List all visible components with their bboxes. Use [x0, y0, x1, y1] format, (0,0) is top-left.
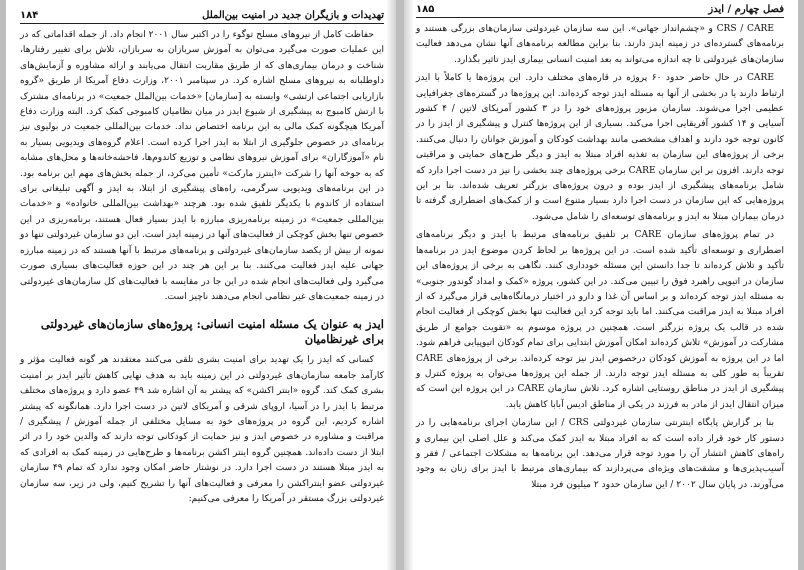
- right-page: [404, 0, 798, 570]
- body-paragraph: CARE در حال حاضر حدود ۶۰ پروژه در قاره‌های مختلف دارد. این پروژه‌ها یا کاملاً با ایدز ارتباط دارند یا در بخشی از آنها به مسئله ایدز توجه کرده‌اند. این پروژه‌ها در گستره‌های جغرافیایی عظیمی اجرا می‌شوند. سازمان مزبور پروژه‌های خود را در ۳ کشور آمریکای لاتین / ۴ کشور آسیایی و ۱۴ کشور آفریقایی اجرا می‌کند. بسیاری از این پروژه‌ها کنترل و پیشگیری از ایدز را در کانون توجه خود دارند و اهداف مشخصی مانند بهداشت کودکان و آموزش جوانان را دنبال می‌کنند. برخی از پروژه‌های این سازمان به تغذیه افراد مبتلا به ایدز و دیگر طرح‌های حمایتی و مراقبتی توجه دارند. افزون بر این سازمان CARE برخی پروژه‌های چند بخشی را نیز در دست اجرا دارد که شامل برنامه‌های پیشگیری از ایدز بوده و درون پروژه‌های بزرگتر تعریف شده‌اند. بنا بر این پروژه‌هایی که این سازمان در دست اجرا دارد بسیار متنوع است و از کمک‌های اضطراری گرفته تا درمان بیماران مبتلا به ایدز و برنامه‌های توسعه‌ای را شامل می‌شود.: [416, 73, 784, 222]
- body-paragraph: در تمام پروژه‌های سازمان CARE بر تلفیق برنامه‌های مرتبط با ایدز و دیگر برنامه‌های اضطراری و توسعه‌ای تأکید شده است. در این پروژه‌ها بر لحاظ کردن موضوع ایدز در برنامه‌ها تأکید و تلاش کرده‌اند تا جدا دانستن این مسئله خودداری کنند. نگاهی به برخی از پروژه‌های این سازمان در اتیوپی راهبرد فوق را تبیین می‌کند. در این کشور، پروژه «کمک و امداد گوندور جنوبی» به مسئله ایدز توجه کرده‌اند و بر اساس آن غذا و دارو در اختیار درمانگاه‌هایی قرار می‌گیرد که از افراد مبتلا به ایدز مراقبت می‌کنند. اما باید توجه کرد این فعالیت تنها بخش کوچکی از فعالیت انجام شده در قالب یک پروژه بزرگتر است. همچنین در پروژه موسوم به «تقویت جوامع از طریق مشارکت در آموزش» تلاش کرده‌اند امکان آموزش ابتدایی برای تمام کودکان اتیوپیایی فراهم شود. اما در این پروژه به آموزش کودکان درخصوص ایدز نیز توجه کرده‌اند. برخی از پروژه‌های CARE تقریباً به طور کلی به مسئله ایدز توجه دارند. از جمله این پروژه‌ها می‌توان به پروژه کنترل و پیشگیری از ایدز در مناطق روستایی اشاره کرد. تلاش سازمان CARE در این پروژه این است که میزان انتقال ایدز از مادر به فرزند در یکی از مناطق ادیس آبابا کاهش یابد.: [416, 230, 784, 410]
- body-paragraph: حفاظت کامل از نیروهای مسلح توگوء را در اکتبر سال ۲۰۰۱ انجام داد. از جمله اقداماتی که در این عملیات صورت می‌گیرد می‌توان به آموزش سربازان به سربازان، تلاش برای تغییر رفتارها، شناخت و درمان بیماری‌های که از طریق مقاربت انتقال می‌یابند و ارائه مشاوره و آزمایش‌های داوطلبانه به نیروهای مسلح اشاره کرد. در سپتامبر ۲۰۰۱، وزارت دفاع آمریکا از طریق «گروه بازاریابی اجتماعی ارتشی» وابسته به [سازمان] «خدمات بین‌الملل جمعیت» در برنامه‌ای مشترک با ارتش کامبوج به پیشگیری از شیوع ایدز در میان نظامیان کامبوجی کمک کرد. البته وزارت دفاع آمریکا هیچگونه کمک مالی به این برنامه اختصاص نداد. خدمات بین‌المللی جمعیت در بولیوی نیز برنامه‌ای در خصوص جلوگیری از ابتلا به ایدز اجرا کرده است. اعلام گروه‌های ویدیویی بسیار به نام «آموزگاران» برای آموزش نیروهای نظامی و توزیع کاندوم‌ها، فاحشه‌خانه‌ها و محل‌های مشابه که به جوخه آنها را شرکت «اینترز مارکت» تأمین می‌کرد، از جمله بخش‌های مهم این برنامه بود. در این برنامه‌های ویدیویی سرگرمی، راه‌های پیشگیری از ابتلا، به ایدز و آگهی تبلیغاتی برای استفاده از کاندوم با یکدیگر تلفیق شده بود. هرچند «بهداشت بین‌المللی خانواده» و «خدمات بین‌المللی جمعیت» در زمینه برنامه‌ریزی مبارزه با ایدز بسیار فعال هستند، برنامه‌ریزی در این خصوص تنها بخش کوچکی از فعالیت‌های آنها در زمینه ایدز است. این دو سازمان غیردولتی تنها دو نمونه از بیش از یکصد سازمان‌های غیردولتی و برنامه‌های مرتبط با آنها هستند که در زمینه مبارزه جهانی علیه ایدز فعالیت می‌کنند. بنا بر این هر چند در این حوزه فعالیت‌های بسیاری صورت می‌گیرد ولی فعالیت‌های انجام شده در این جا در مقایسه با فعالیت‌های کل سازمان‌های غیردولتی در زمینه جمعیت‌های غیر نظامی انجام می‌دهند ناچیز است.: [20, 30, 384, 302]
- left-page: [6, 0, 396, 570]
- body-paragraph: CRS / CARE و «چشم‌انداز جهانی». این سه سازمان غیردولتی سازمان‌های بزرگی هستند و برنامه‌های گسترده‌ای در زمینه ایدز دارند. بنا براین مطالعه برنامه‌های آنها نشان می‌دهد فعالیت سازمان‌های غیردولتی تا چه اندازه می‌تواند به بعد امنیت انسانی بیماری ایدز تاثیر بگذارد.: [416, 24, 784, 65]
- gutter-shadow: [404, 0, 414, 570]
- page-header: [416, 4, 784, 18]
- running-title: تهدیدات و بازیگران جدید در امنیت بین‌الملل: [202, 10, 384, 21]
- gutter-shadow: [386, 0, 396, 570]
- section-heading: ایدز به عنوان یک مسئله امنیت انسانی: پروژه‌های سازمان‌های غیردولتی برای غیرنظامیان: [40, 317, 384, 347]
- page-header: [20, 10, 384, 24]
- page-number: ۱۸۵: [416, 4, 435, 15]
- page-number: ۱۸۴: [20, 10, 39, 21]
- body-paragraph: بنا بر گزارش پایگاه اینترنتی سازمان غیردولتی CRS / این سازمان اجرای برنامه‌هایی را در دستور کار خود قرار داده است که به افراد مبتلا به ایدز کمک می‌کند و علل اصلی این بیماری و راه‌های کاهش انتشار آن را مورد توجه قرار می‌دهد. این برنامه‌ها به مشکلات اجتماعی / فقر و آسیب‌پذیری‌ها و مشقت‌های ویژه‌ای می‌پردازند که بیماری‌های مرتبط با ایدز برای زنان به وجود می‌آورند. در پایان سال ۲۰۰۲ / این سازمان حدود ۲ میلیون فرد مبتلا: [416, 418, 784, 490]
- running-title: فصل چهارم / ایدز: [708, 4, 784, 15]
- body-paragraph: کسانی که ایدز را یک تهدید برای امنیت بشری تلقی می‌کنند معتقدند هر گونه فعالیت مؤثر و کارآمد جامعه سازمان‌های غیردولتی در این زمینه باید به هدف نهایی کاهش تأثیر ایدز بر امنیت بشری کمک کند. گروه «اینتر اکشن» که پیشتر به آن اشاره شد ۴۹ عضو دارد و پروژه‌های مختلف مرتبط با ایدز را در آسیا، اروپای شرقی و آمریکای لاتین در دست اجرا دارد. همانگونه که پیشتر اشاره کردیم، این گروه در پروژه‌های خود به مسایل مختلفی از جمله آموزش / پیشگیری / مراقبت و مشاوره در خصوص ایدز و نیز حمایت از کودکانی توجه دارند که والدین خود را در اثر ابتلا از دست داده‌اند. همچنین گروه اینتر اکشن برنامه‌ها و طرح‌هایی در زمینه کمک به افرادی که به ایدز مبتلا هستند در دست اجرا دارد. در نوشتار حاضر امکان وجود ندارد که تمام ۴۹ سازمان غیردولتی عضو اینتراکشن را معرفی و فعالیت‌های آنها را تشریح کنیم، ولی در زیر، سه سازمان غیردولتی بزرگ مستقر در آمریکا را معرفی می‌کنیم:: [20, 355, 384, 504]
